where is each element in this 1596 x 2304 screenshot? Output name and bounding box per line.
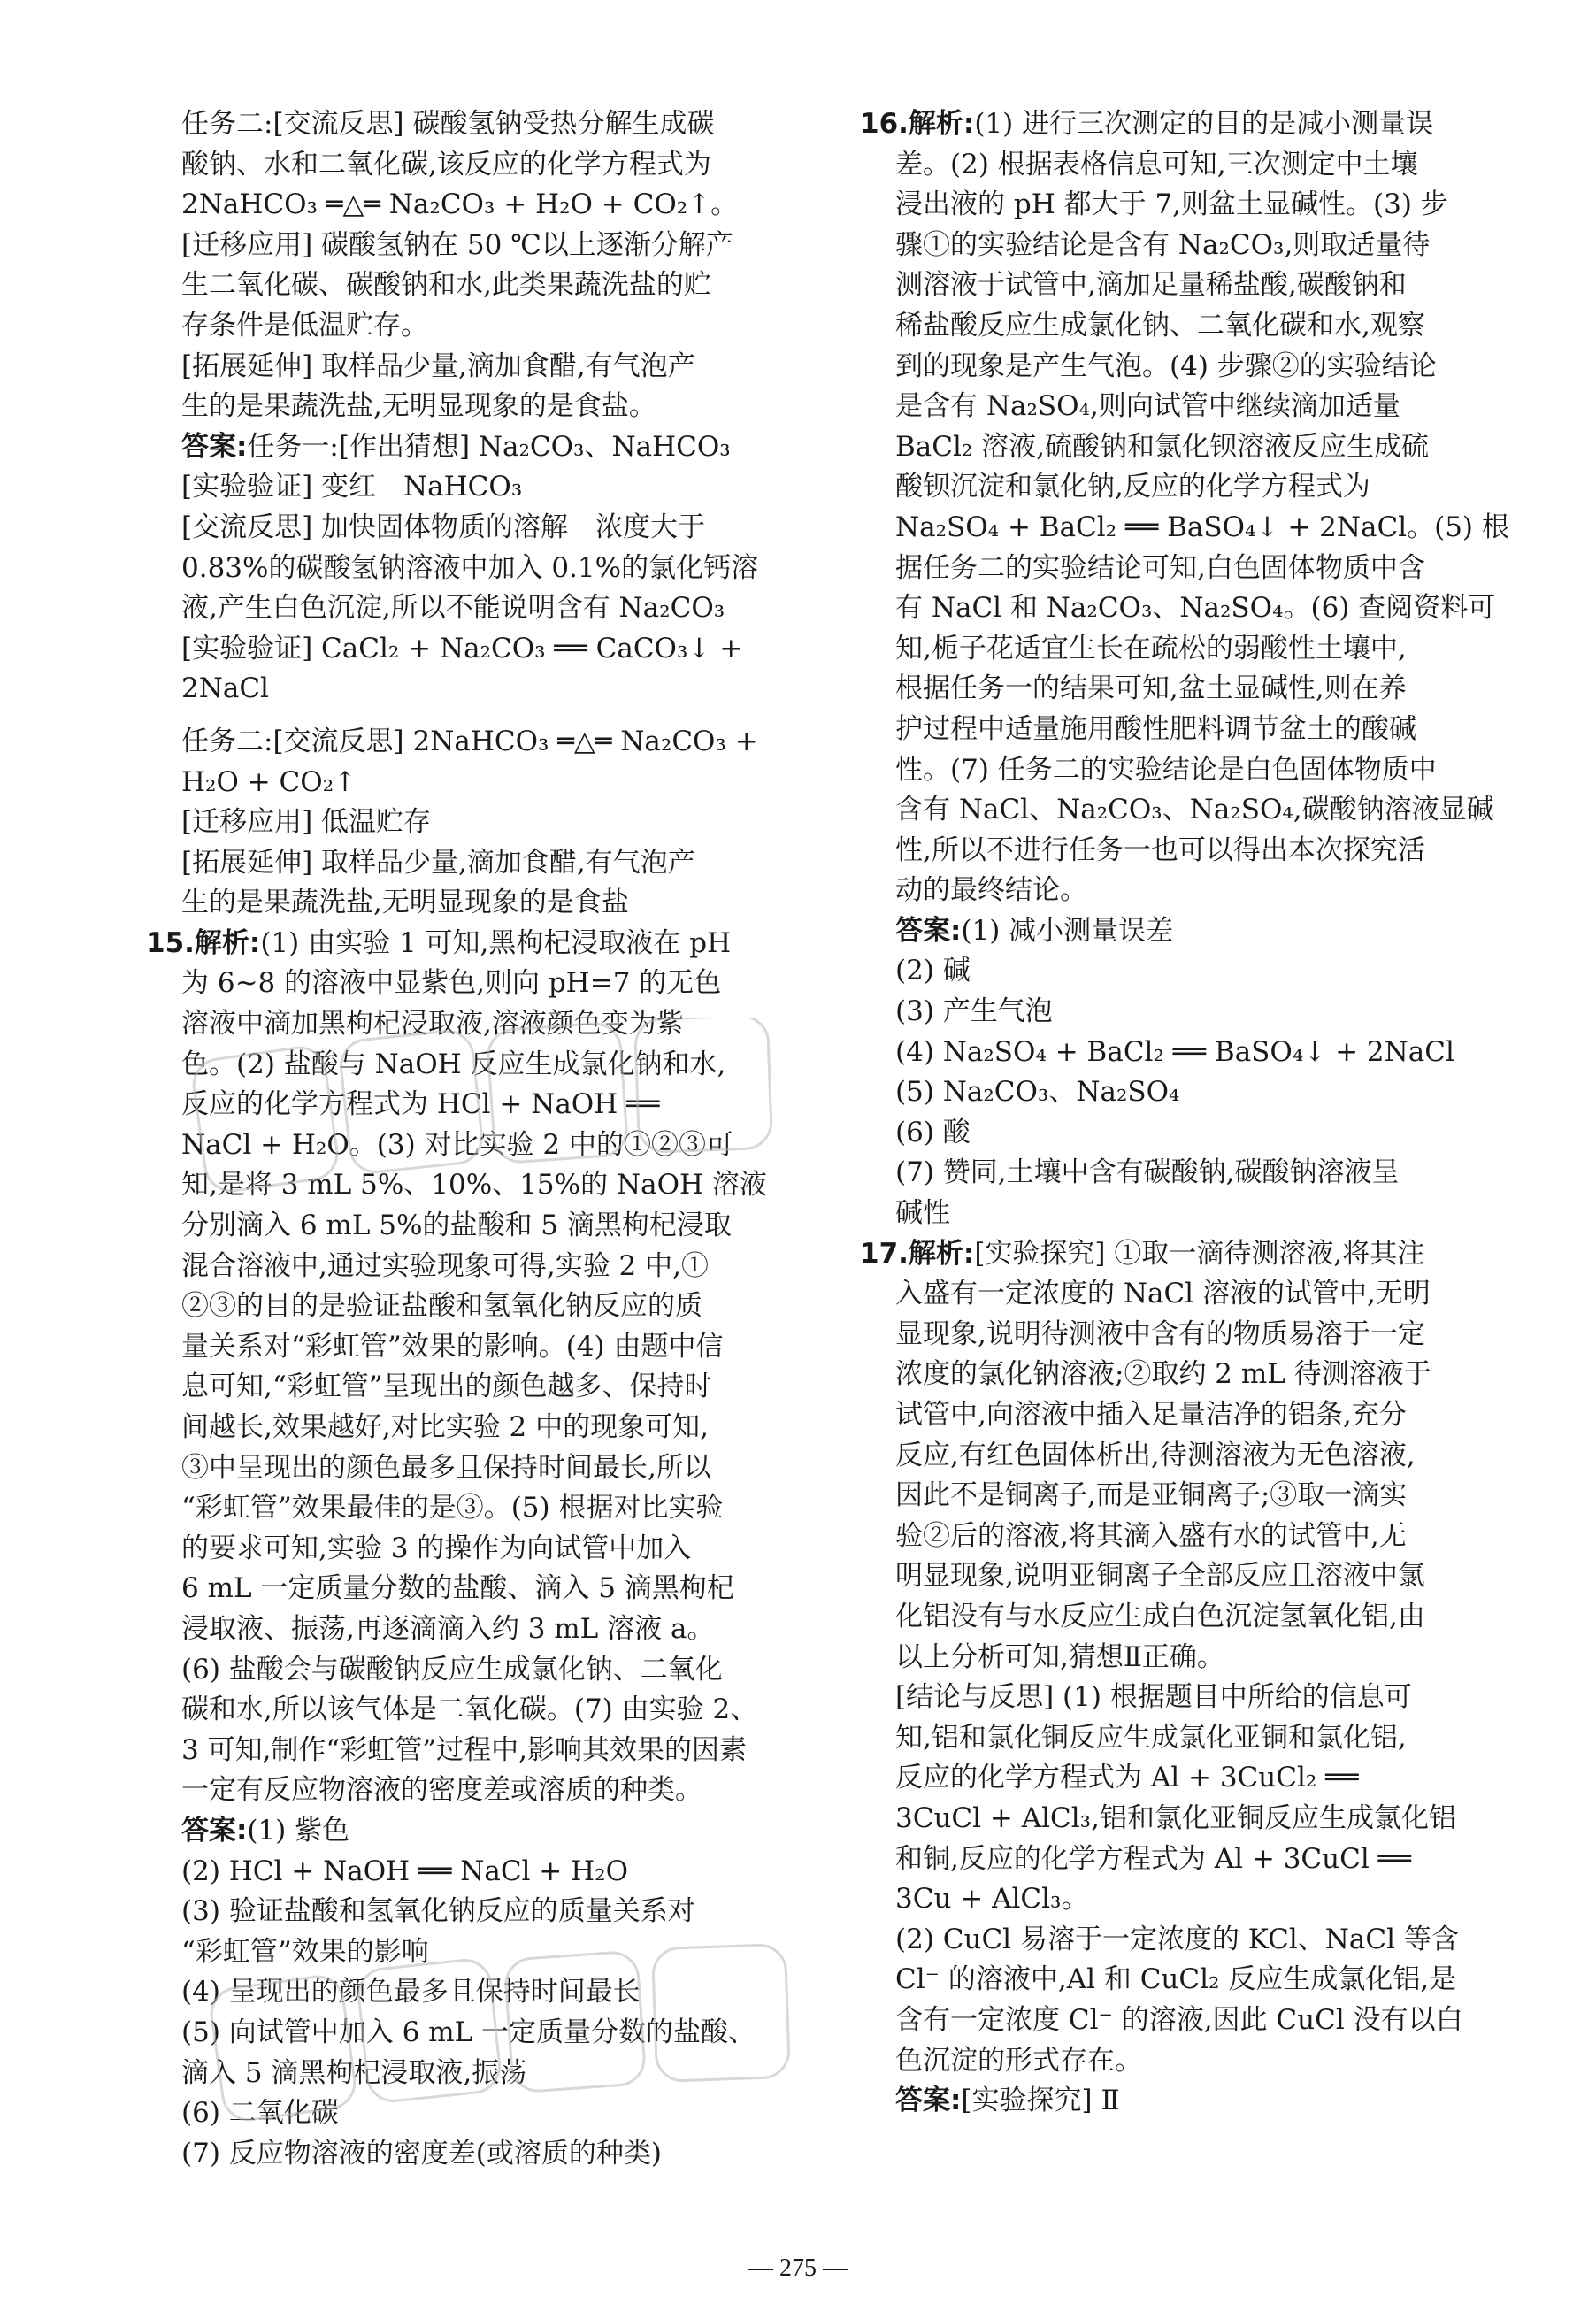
text-line <box>181 347 808 388</box>
answer-label: 答案: <box>895 2085 962 2117</box>
text-line <box>181 1972 808 2013</box>
line-text: 生的是果蔬洗盐,无明显现象的是食盐 <box>181 887 629 919</box>
line-text: (6) 盐酸会与碳酸钠反应生成氯化钠、二氧化 <box>181 1653 723 1686</box>
line-text: 动的最终结论。 <box>895 874 1087 907</box>
text-line <box>895 185 1529 226</box>
text-line <box>895 669 1529 710</box>
line-text: (4) 呈现出的颜色最多且保持时间最长 <box>181 1976 641 2008</box>
text-line <box>895 1113 1529 1154</box>
line-text: 任务二:[交流反思] 碳酸氢钠受热分解生成碳 <box>181 108 715 140</box>
line-text: 间越长,效果越好,对比实验 2 中的现象可知, <box>181 1411 709 1443</box>
line-text: 根据任务一的结果可知,盆土显碱性,则在养 <box>895 672 1407 705</box>
text-line <box>181 1004 808 1045</box>
text-line <box>895 1556 1529 1597</box>
line-text: 含有 NaCl、Na₂CO₃、Na₂SO₄,碳酸钠溶液显碱 <box>895 794 1494 826</box>
text-line <box>181 843 808 884</box>
text-line <box>181 803 808 843</box>
text-line <box>895 145 1529 186</box>
line-text: BaCl₂ 溶液,硫酸钠和氯化钡溶液反应生成硫 <box>895 430 1430 463</box>
line-text: (6) 酸 <box>895 1116 971 1148</box>
text-line <box>895 1638 1529 1678</box>
line-text: 3CuCl + AlCl₃,铝和氯化亚铜反应生成氯化铝 <box>895 1801 1456 1834</box>
line-text: “彩虹管”效果最佳的是③。(5) 根据对比实验 <box>181 1492 724 1524</box>
text-line <box>895 629 1529 670</box>
text-line <box>181 1247 808 1287</box>
text-line <box>895 1597 1529 1638</box>
text-line <box>181 2054 808 2094</box>
line-text: 2NaHCO₃ ═△═ Na₂CO₃ + H₂O + CO₂↑。 <box>181 188 739 221</box>
text-line <box>181 1085 808 1125</box>
analysis-label: 解析: <box>194 926 261 959</box>
text-line <box>181 1811 808 1852</box>
line-text: 酸钡沉淀和氯化钠,反应的化学方程式为 <box>895 471 1370 503</box>
line-text: 任务一:[作出猜想] Na₂CO₃、NaHCO₃ <box>247 430 731 463</box>
text-line <box>181 2093 808 2134</box>
text-line <box>181 1327 808 1368</box>
line-text: 一定有反应物溶液的密度差或溶质的种类。 <box>181 1774 702 1807</box>
text-line <box>895 710 1529 750</box>
line-text: 生二氧化碳、碳酸钠和水,此类果蔬洗盐的贮 <box>181 269 711 302</box>
line-text: 反应的化学方程式为 Al + 3CuCl₂ ══ <box>895 1762 1359 1794</box>
line-text: 存条件是低温贮存。 <box>181 309 428 342</box>
text-line <box>895 1194 1529 1234</box>
text-line <box>895 1355 1529 1395</box>
text-line <box>181 387 808 427</box>
problem-number: 16. <box>860 108 909 140</box>
line-text: 验②后的溶液,将其滴入盛有水的试管中,无 <box>895 1519 1407 1552</box>
line-text: 混合溶液中,通过实验现象可得,实验 2 中,① <box>181 1249 709 1282</box>
text-line <box>181 1529 808 1570</box>
line-text: 3Cu + AlCl₃。 <box>895 1883 1089 1916</box>
text-line <box>181 1448 808 1489</box>
text-line <box>181 549 808 589</box>
line-text: (5) 向试管中加入 6 mL 一定质量分数的盐酸、 <box>181 2016 756 2048</box>
line-text: (7) 赞同,土壤中含有碳酸钠,碳酸钠溶液呈 <box>895 1156 1400 1189</box>
right-column <box>860 104 1529 2122</box>
text-line <box>181 467 808 508</box>
line-text: 酸钠、水和二氧化碳,该反应的化学方程式为 <box>181 148 711 180</box>
text-line <box>895 1395 1529 1436</box>
text-line <box>181 1852 808 1893</box>
text-line <box>181 1932 808 1973</box>
line-text: 色沉淀的形式存在。 <box>895 2044 1142 2077</box>
text-line <box>146 924 808 964</box>
text-line <box>895 911 1529 952</box>
line-text: H₂O + CO₂↑ <box>181 765 357 798</box>
text-line <box>895 588 1529 629</box>
line-text: [实验探究] Ⅱ <box>961 2085 1120 2117</box>
line-text: 和铜,反应的化学方程式为 Al + 3CuCl ══ <box>895 1842 1411 1875</box>
text-line <box>181 669 808 710</box>
text-line <box>895 1033 1529 1073</box>
line-text: 知,是将 3 mL 5%、10%、15%的 NaOH 溶液 <box>181 1169 767 1202</box>
line-text: 以上分析可知,猜想Ⅱ正确。 <box>895 1640 1224 1673</box>
text-line <box>181 1731 808 1771</box>
line-text: (6) 二氧化碳 <box>181 2097 339 2130</box>
line-text: 浸取液、振荡,再逐滴滴入约 3 mL 溶液 a。 <box>181 1612 715 1645</box>
line-text: ②③的目的是验证盐酸和氢氧化钠反应的质 <box>181 1290 702 1323</box>
text-line <box>895 1274 1529 1315</box>
line-text: (2) 碱 <box>895 955 971 987</box>
line-text: 护过程中适量施用酸性肥料调节盆土的酸碱 <box>895 712 1416 745</box>
line-text: 的要求可知,实验 3 的操作为向试管中加入 <box>181 1532 692 1564</box>
line-text: [实验验证] 变红 NaHCO₃ <box>181 471 523 503</box>
line-text: 分别滴入 6 mL 5%的盐酸和 5 滴黑枸杞浸取 <box>181 1210 732 1242</box>
line-text: 到的现象是产生气泡。(4) 步骤②的实验结论 <box>895 349 1437 382</box>
text-line <box>895 1758 1529 1799</box>
line-text: 浸出液的 pH 都大于 7,则盆土显碱性。(3) 步 <box>895 188 1448 221</box>
line-text: (3) 验证盐酸和氢氧化钠反应的质量关系对 <box>181 1895 695 1928</box>
line-text: [拓展延伸] 取样品少量,滴加食醋,有气泡产 <box>181 846 695 879</box>
text-line <box>181 1650 808 1691</box>
line-text: 因此不是铜离子,而是亚铜离子;③取一滴实 <box>895 1479 1408 1512</box>
text-line <box>181 185 808 226</box>
text-line <box>860 1234 1529 1275</box>
text-line <box>895 1920 1529 1961</box>
line-text: 化铝没有与水反应生成白色沉淀氢氧化铝,由 <box>895 1600 1425 1632</box>
line-text: 入盛有一定浓度的 NaCl 溶液的试管中,无明 <box>895 1278 1431 1310</box>
line-text: Na₂SO₄ + BaCl₂ ══ BaSO₄↓ + 2NaCl。(5) 根 <box>895 511 1509 543</box>
line-text: 性。(7) 任务二的实验结论是白色固体物质中 <box>895 753 1437 786</box>
line-text: (7) 反应物溶液的密度差(或溶质的种类) <box>181 2137 662 2170</box>
text-line <box>895 1153 1529 1194</box>
text-line <box>895 306 1529 347</box>
text-line <box>181 265 808 306</box>
text-line <box>181 1770 808 1811</box>
text-line <box>895 1799 1529 1839</box>
text-line <box>181 1125 808 1166</box>
line-text: 溶液中滴加黑枸杞浸取液,溶液颜色变为紫 <box>181 1008 684 1041</box>
text-line <box>181 1206 808 1247</box>
text-line <box>895 871 1529 911</box>
line-text: 有 NaCl 和 Na₂CO₃、Na₂SO₄。(6) 查阅资料可 <box>895 592 1496 625</box>
text-line <box>181 1286 808 1327</box>
text-line <box>181 722 808 763</box>
line-text: 知,栀子花适宜生长在疏松的弱酸性土壤中, <box>895 632 1407 664</box>
line-text: [迁移应用] 碳酸氢钠在 50 ℃以上逐渐分解产 <box>181 228 733 261</box>
text-line <box>895 1839 1529 1880</box>
text-line <box>895 1315 1529 1356</box>
line-text: 据任务二的实验结论可知,白色固体物质中含 <box>895 551 1425 584</box>
text-line <box>181 588 808 629</box>
text-line <box>895 427 1529 468</box>
line-text: “彩虹管”效果的影响 <box>181 1935 429 1968</box>
text-line <box>181 145 808 186</box>
line-text: 3 可知,制作“彩虹管”过程中,影响其效果的因素 <box>181 1733 747 1766</box>
text-line <box>895 1476 1529 1517</box>
line-text: [结论与反思] (1) 根据题目中所给的信息可 <box>895 1681 1412 1714</box>
line-text: 差。(2) 根据表格信息可知,三次测定中土壤 <box>895 148 1418 180</box>
line-text: (4) Na₂SO₄ + BaCl₂ ══ BaSO₄↓ + 2NaCl <box>895 1035 1454 1068</box>
text-line <box>895 750 1529 791</box>
line-text: 明显现象,说明亚铜离子全部反应且溶液中氯 <box>895 1560 1425 1593</box>
text-line <box>895 951 1529 992</box>
text-line <box>181 1569 808 1609</box>
text-line <box>895 265 1529 306</box>
text-line <box>895 2041 1529 2082</box>
line-text: 反应的化学方程式为 HCl + NaOH ══ <box>181 1088 660 1121</box>
text-line <box>181 226 808 266</box>
line-text: [迁移应用] 低温贮存 <box>181 806 432 839</box>
text-line <box>895 1517 1529 1557</box>
problem-number: 17. <box>860 1237 909 1270</box>
line-text: 色。(2) 盐酸与 NaOH 反应生成氯化钠和水, <box>181 1048 726 1080</box>
line-text: 碳和水,所以该气体是二氧化碳。(7) 由实验 2、 <box>181 1693 758 1726</box>
text-line <box>181 883 808 924</box>
line-text: 任务二:[交流反思] 2NaHCO₃ ═△═ Na₂CO₃ + <box>181 725 758 757</box>
line-text: 反应,有红色固体析出,待测溶液为无色溶液, <box>895 1439 1416 1471</box>
text-line <box>895 2081 1529 2122</box>
text-line <box>895 508 1529 549</box>
line-text: (3) 产生气泡 <box>895 995 1053 1028</box>
line-text: (1) 进行三次测定的目的是减小测量误 <box>974 108 1434 140</box>
text-line <box>181 629 808 670</box>
line-text: [拓展延伸] 取样品少量,滴加食醋,有气泡产 <box>181 349 695 382</box>
answer-label: 答案: <box>895 914 962 947</box>
text-line <box>181 763 808 803</box>
line-text: 2NaCl <box>181 672 269 705</box>
text-line <box>181 2013 808 2054</box>
line-text: [交流反思] 加快固体物质的溶解 浓度大于 <box>181 511 706 543</box>
line-text: (5) Na₂CO₃、Na₂SO₄ <box>895 1076 1180 1109</box>
line-text: 性,所以不进行任务一也可以得出本次探究活 <box>895 833 1425 866</box>
text-line <box>895 226 1529 266</box>
text-line <box>181 964 808 1004</box>
line-text: ③中呈现出的颜色最多且保持时间最长,所以 <box>181 1451 711 1484</box>
text-line <box>860 104 1529 145</box>
text-line <box>181 1165 808 1206</box>
text-line <box>895 2001 1529 2041</box>
answer-label: 答案: <box>181 430 248 463</box>
text-line <box>895 1678 1529 1718</box>
line-text: Cl⁻ 的溶液中,Al 和 CuCl₂ 反应生成氯化铝,是 <box>895 1963 1457 1996</box>
text-line <box>895 467 1529 508</box>
text-line <box>895 549 1529 589</box>
line-text: 知,铝和氯化铜反应生成氯化亚铜和氯化铝, <box>895 1721 1407 1754</box>
line-text: 显现象,说明待测液中含有的物质易溶于一定 <box>895 1317 1425 1350</box>
text-line <box>181 306 808 347</box>
line-text: 息可知,“彩虹管”呈现出的颜色越多、保持时 <box>181 1371 712 1403</box>
line-text: 为 6~8 的溶液中显紫色,则向 pH=7 的无色 <box>181 967 722 1000</box>
line-text: (2) CuCl 易溶于一定浓度的 KCl、NaCl 等含 <box>895 1923 1459 1955</box>
line-text: 碱性 <box>895 1197 950 1230</box>
line-text: 稀盐酸反应生成氯化钠、二氧化碳和水,观察 <box>895 309 1425 342</box>
line-text: 含有一定浓度 Cl⁻ 的溶液,因此 CuCl 没有以白 <box>895 2003 1463 2036</box>
text-line <box>181 1690 808 1731</box>
line-text: 6 mL 一定质量分数的盐酸、滴入 5 滴黑枸杞 <box>181 1572 734 1605</box>
line-text: (1) 由实验 1 可知,黑枸杞浸取液在 pH <box>260 926 732 959</box>
line-text: 液,产生白色沉淀,所以不能说明含有 Na₂CO₃ <box>181 592 725 625</box>
line-text: 试管中,向溶液中插入足量洁净的铝条,充分 <box>895 1399 1407 1431</box>
text-line <box>895 1436 1529 1477</box>
line-text: 生的是果蔬洗盐,无明显现象的是食盐。 <box>181 390 656 423</box>
page-number: — 275 — <box>748 2254 848 2282</box>
text-line <box>895 1960 1529 2001</box>
text-line <box>181 427 808 468</box>
problem-number: 15. <box>146 926 195 959</box>
analysis-label: 解析: <box>908 108 975 140</box>
line-text: (1) 紫色 <box>247 1814 350 1847</box>
line-text: 骤①的实验结论是含有 Na₂CO₃,则取适量待 <box>895 228 1431 261</box>
left-column <box>146 104 808 2174</box>
text-line <box>895 1072 1529 1113</box>
text-line <box>181 1045 808 1086</box>
text-line <box>181 1408 808 1448</box>
text-line <box>181 1367 808 1408</box>
text-line <box>181 1609 808 1650</box>
analysis-label: 解析: <box>908 1237 975 1270</box>
line-text: (2) HCl + NaOH ══ NaCl + H₂O <box>181 1855 629 1887</box>
text-line <box>895 347 1529 388</box>
line-text: 量关系对“彩虹管”效果的影响。(4) 由题中信 <box>181 1330 724 1363</box>
text-line <box>181 2134 808 2175</box>
text-line <box>895 1718 1529 1759</box>
text-line <box>181 1892 808 1932</box>
line-text: [实验探究] ①取一滴待测溶液,将其注 <box>974 1237 1425 1270</box>
line-text: (1) 减小测量误差 <box>961 914 1174 947</box>
text-line <box>181 104 808 145</box>
text-line <box>895 387 1529 427</box>
line-text: 0.83%的碳酸氢钠溶液中加入 0.1%的氯化钙溶 <box>181 551 759 584</box>
text-line <box>895 831 1529 872</box>
line-text: 测溶液于试管中,滴加足量稀盐酸,碳酸钠和 <box>895 269 1407 302</box>
text-line <box>181 508 808 549</box>
line-text: [实验验证] CaCl₂ + Na₂CO₃ ══ CaCO₃↓ + <box>181 632 743 664</box>
line-text: 是含有 Na₂SO₄,则向试管中继续滴加适量 <box>895 390 1400 423</box>
paragraph-gap <box>181 710 808 722</box>
text-line <box>895 1879 1529 1920</box>
line-text: NaCl + H₂O。(3) 对比实验 2 中的①②③可 <box>181 1128 733 1161</box>
text-line <box>895 790 1529 831</box>
line-text: 滴入 5 滴黑枸杞浸取液,振荡 <box>181 2056 527 2089</box>
line-text: 浓度的氯化钠溶液;②取约 2 mL 待测溶液于 <box>895 1358 1431 1391</box>
text-line <box>895 992 1529 1033</box>
answer-label: 答案: <box>181 1814 248 1847</box>
text-line <box>181 1488 808 1529</box>
